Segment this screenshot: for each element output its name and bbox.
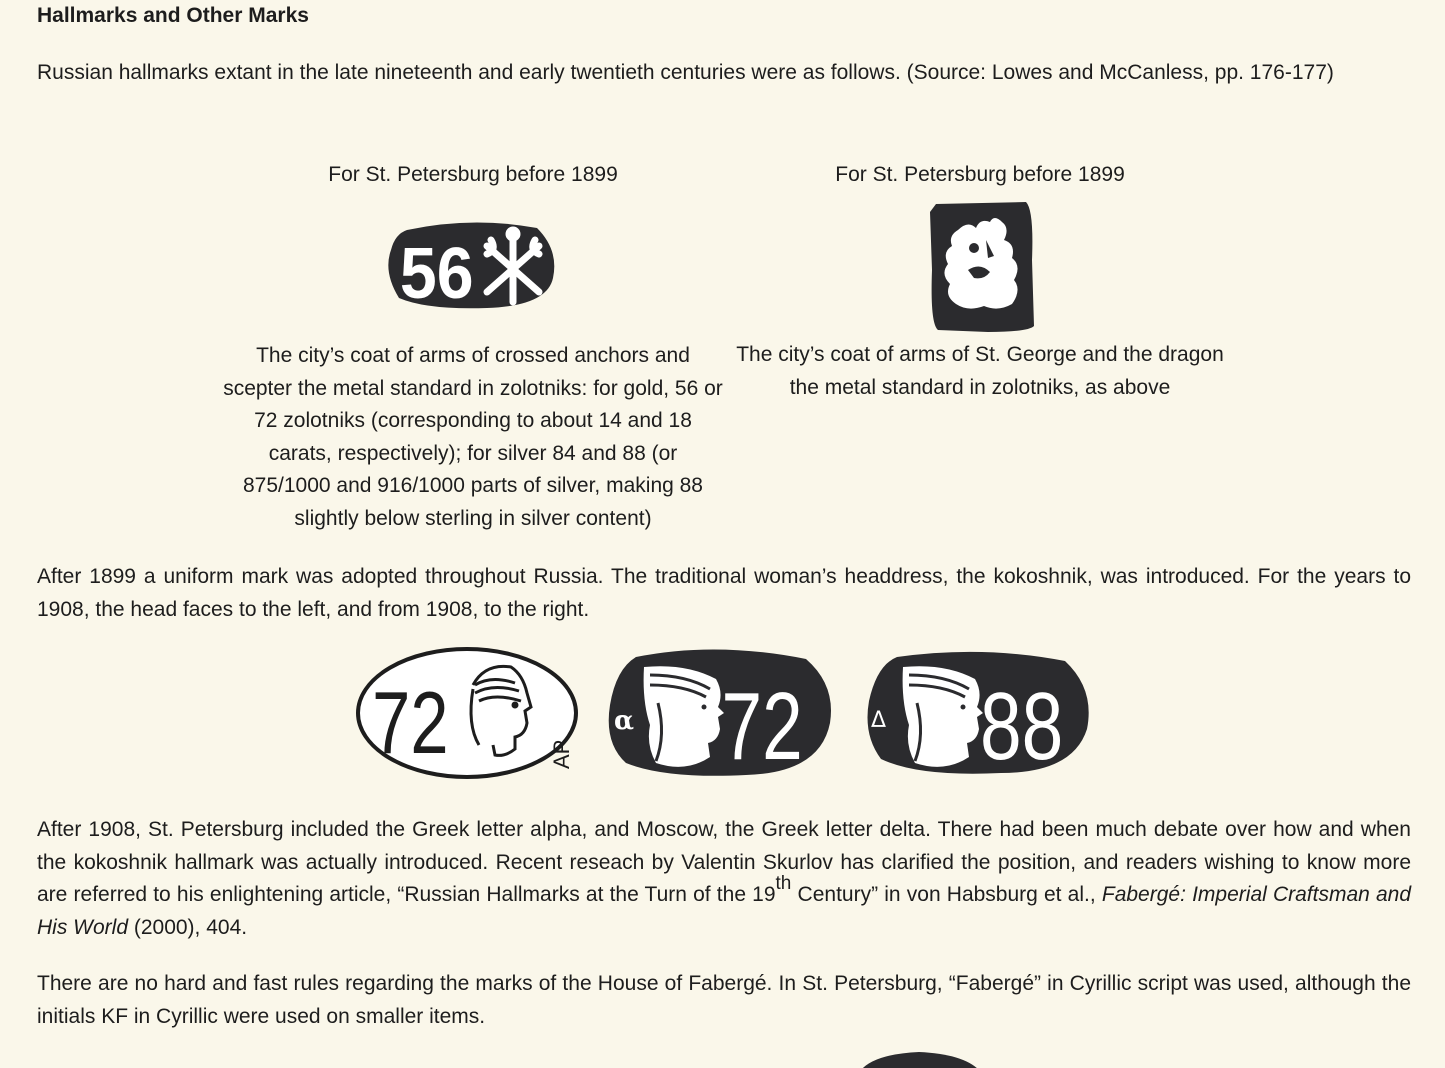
right-mark-title: For St. Petersburg before 1899 [835, 163, 1125, 186]
hallmark-number: 56 [399, 232, 474, 312]
history-text-cont: Century” in von Habsburg et al., [791, 883, 1102, 906]
kokoshnik-paragraph: After 1899 a uniform mark was adopted throughout Russia. The traditional woman’s headdress, the kokoshnik, was introduced. For the years to 1908, the head faces to the left, and from 1908, to the right. [37, 565, 1411, 621]
right-mark-description: The city’s coat of arms of St. George and the dragon the metal standard in zolotniks, as above [736, 343, 1224, 399]
hallmark-st-george [928, 200, 1036, 345]
book-title: Fabergé: Imperial Craftsman and His World [37, 883, 1412, 939]
kokoshnik-mark-initials: AP [549, 739, 574, 769]
kokoshnik-mark-number: 88 [980, 673, 1064, 781]
intro-paragraph: Russian hallmarks extant in the late nineteenth and early twentieth centuries were as follows. (Source: Lowes and McCanless, pp. 176-177) [37, 61, 1334, 84]
partial-faberge-mark [855, 1048, 985, 1068]
kokoshnik-mark-72-ap [355, 645, 579, 792]
hallmark-56-anchors [387, 220, 557, 323]
kokoshnik-mark-number: 72 [721, 673, 803, 781]
left-mark-description: The city’s coat of arms of crossed anchors and scepter the metal standard in zolotniks: for gold, 56 or 72 zolotniks (corresponding to about 14 and 18 carats, respectively); for silver 84 and 88 (or 875/1000 and 916/1000 parts of silver, making 88 slightly below sterling in silver content) [223, 344, 723, 530]
history-paragraph [37, 814, 1411, 944]
kokoshnik-mark-letter: α [614, 706, 635, 736]
kokoshnik-mark-88-delta [863, 645, 1093, 792]
kokoshnik-mark-number: 72 [372, 673, 449, 772]
faberge-marks-paragraph: There are no hard and fast rules regarding the marks of the House of Fabergé. In St. Petersburg, “Fabergé” in Cyrillic script was used, although the initials KF in Cyrillic were used on smaller items. [37, 972, 1411, 1028]
page-heading: Hallmarks and Other Marks [37, 4, 309, 27]
ordinal-suffix: th [775, 873, 792, 894]
history-text-end: (2000), 404. [128, 915, 248, 939]
kokoshnik-mark-72-alpha [606, 645, 834, 792]
history-text: After 1908, St. Petersburg included the Greek letter alpha, and Moscow, the Greek letter delta. There had been much debate over how and when the kokoshnik hallmark was actually introduced. Recent reseach by Valentin Skurlov has clarified the position, and readers wishing to know more are referred to his enlightening article, “Russian Hallmarks at the Turn of the 19 [37, 818, 1411, 906]
left-mark-title: For St. Petersburg before 1899 [328, 163, 618, 186]
kokoshnik-mark-letter: Δ [871, 708, 887, 733]
